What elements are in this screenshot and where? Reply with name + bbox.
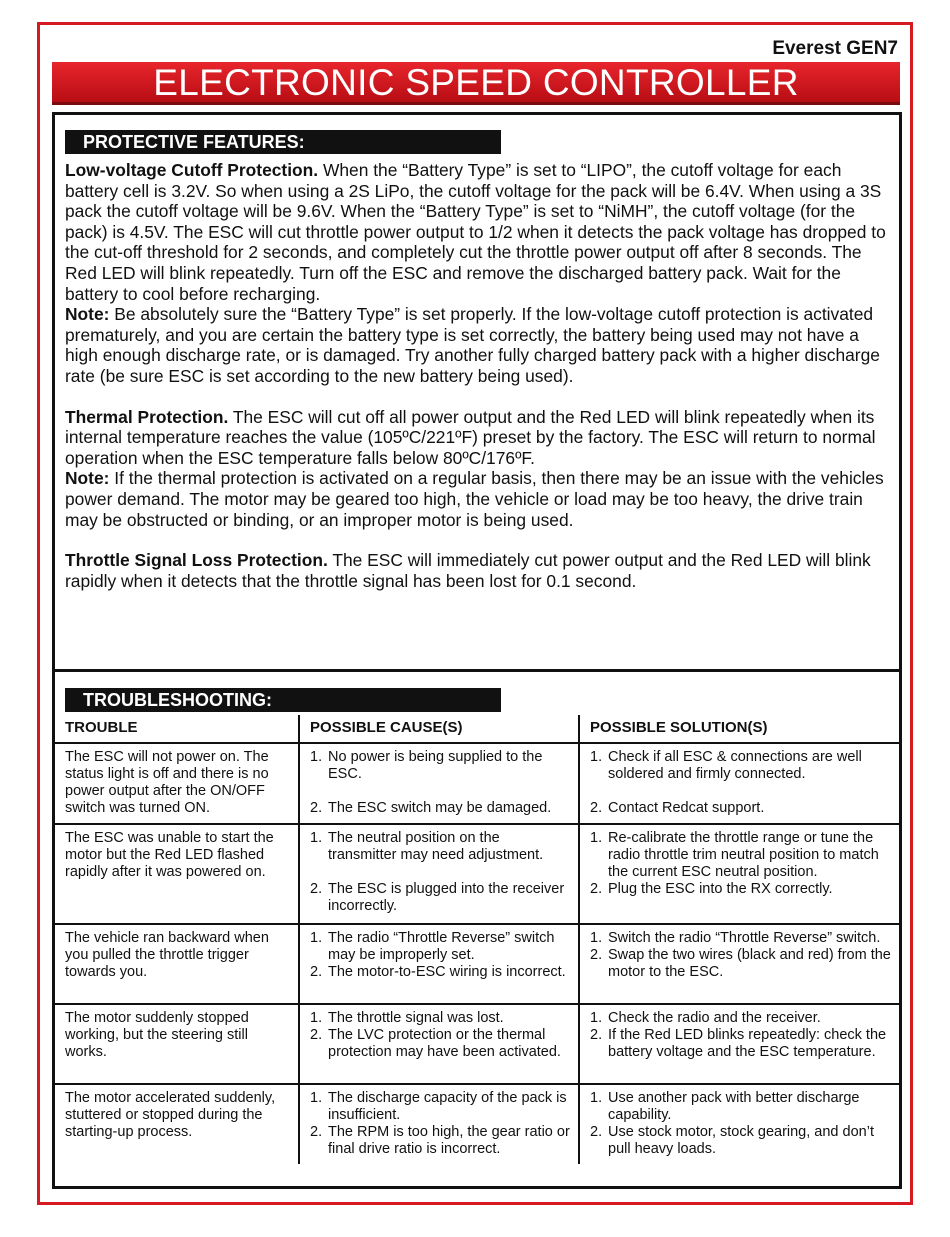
thermal-title: Thermal Protection. (65, 406, 229, 427)
solution-cell (579, 1004, 899, 1084)
cause-cell (299, 1084, 579, 1164)
list-item: 1. Re-calibrate the throttle range or tune the radio throttle trim neutral position to match the current ESC neutral position. (590, 830, 879, 880)
list-item: 2. Use stock motor, stock gearing, and don’t pull heavy loads. (590, 1124, 874, 1157)
lvc-note-text: Be absolutely sure the “Battery Type” is set properly. If the low-voltage cutoff protection is activated prematurely, and you are certain the battery type is set correctly, the battery being used may not have a high enough discharge rate, or is damaged. Try another fully charged battery pack with a higher discharge rate (be sure ESC is set according to the new battery being used). (65, 304, 880, 386)
list-item: 1. The neutral position on the transmitter may need adjustment. (310, 830, 544, 863)
list-item: 2. Contact Redcat support. (590, 800, 765, 816)
solution-cell (579, 924, 899, 1004)
trouble-cell: The motor suddenly stopped working, but the steering still works. (55, 1004, 299, 1084)
protective-text (65, 160, 893, 591)
list-item: 1. The radio “Throttle Reverse” switch may be improperly set. (310, 930, 555, 963)
list-item: 2. Swap the two wires (black and red) from the motor to the ESC. (590, 947, 891, 980)
signal-paragraph (65, 550, 893, 591)
list-item: 2. If the Red LED blinks repeatedly: check the battery voltage and the ESC temperature. (590, 1027, 887, 1060)
list-item: 2. The motor-to-ESC wiring is incorrect. (310, 964, 566, 980)
list-item: 1. No power is being supplied to the ESC. (310, 749, 543, 782)
header-cause: POSSIBLE CAUSE(S) (299, 715, 579, 743)
lvc-note (65, 304, 893, 386)
trouble-cell: The motor accelerated suddenly, stuttered or stopped during the starting-up process. (65, 1090, 276, 1140)
list-item: 2. The ESC switch may be damaged. (310, 800, 552, 816)
section-heading: TROUBLESHOOTING: (65, 688, 501, 712)
cause-cell (299, 743, 579, 824)
list-item: 2. The LVC protection or the thermal protection may have been activated. (310, 1027, 561, 1060)
table-row (55, 924, 899, 1004)
list-item: 1. Check the radio and the receiver. (590, 1010, 821, 1026)
header-trouble: TROUBLE (55, 715, 299, 743)
table-row (55, 1004, 899, 1084)
troubleshooting-table (55, 715, 899, 1164)
thermal-note (65, 468, 893, 530)
list-item: 2. Plug the ESC into the RX correctly. (590, 881, 833, 897)
table-row (55, 1084, 899, 1164)
page-title: ELECTRONIC SPEED CONTROLLER (153, 62, 799, 103)
solution-cell (579, 1084, 899, 1164)
thermal-body: The ESC will cut off all power output and the Red LED will blink repeatedly when its internal temperature reaches the value (105ºC/221ºF) preset by the factory. The ESC will return to normal operation when the ESC temperature falls below 80ºC/176ºF. (65, 406, 876, 468)
cause-cell (299, 924, 579, 1004)
troubleshooting-section (52, 669, 902, 1189)
lvc-title: Low-voltage Cutoff Protection. (65, 160, 319, 180)
list-item: 1. Check if all ESC & connections are well soldered and firmly connected. (590, 749, 862, 782)
table-row (55, 824, 899, 924)
list-item: 1. The throttle signal was lost. (310, 1010, 504, 1026)
list-item: 1. Use another pack with better discharge capability. (590, 1090, 860, 1123)
trouble-cell: The vehicle ran backward when you pulled the throttle trigger towards you. (55, 924, 299, 1004)
list-item: 1. The discharge capacity of the pack is insufficient. (310, 1090, 567, 1123)
lvc-paragraph (65, 160, 893, 304)
section-heading: PROTECTIVE FEATURES: (65, 130, 501, 154)
table-row (55, 743, 899, 824)
note-label: Note: (65, 468, 110, 489)
title-banner (52, 62, 900, 105)
solution-cell (579, 743, 899, 824)
cause-cell (299, 824, 579, 924)
thermal-paragraph (65, 407, 893, 469)
list-item: 2. The ESC is plugged into the receiver incorrectly. (310, 881, 565, 914)
solution-cell (579, 824, 899, 924)
trouble-cell: The ESC will not power on. The status light is off and there is no power output after the ON/OFF switch was turned ON. (55, 743, 299, 824)
note-label: Note: (65, 304, 110, 325)
model-name: Everest GEN7 (772, 38, 898, 59)
cause-cell (299, 1004, 579, 1084)
thermal-note-text: If the thermal protection is activated on a regular basis, then there may be an issue with the vehicles power demand. The motor may be geared too high, the vehicle or load may be too heavy, the drive train may be obstructed or binding, or an improper motor is being used. (65, 468, 884, 530)
signal-title: Throttle Signal Loss Protection. (65, 550, 328, 571)
list-item: 2. The RPM is too high, the gear ratio or final drive ratio is incorrect. (310, 1124, 570, 1157)
lvc-body: When the “Battery Type” is set to “LIPO”, the cutoff voltage for each battery cell is 3.2V. So when using a 2S LiPo, the cutoff voltage for the pack will be 6.4V. When using a 3S pack the cutoff voltage will be 9.6V. When the “Battery Type” is set to “NiMH”, the cutoff voltage (for the pack) is 4.5V. The ESC will cut throttle power output to 1/2 when it detects the pack voltage has dropped to the cut-off threshold for 2 seconds, and completely cut the throttle power output off after 8 seconds. The Red LED will blink repeatedly. Turn off the ESC and remove the discharged battery pack. Wait for the battery to cool before recharging. (65, 160, 886, 304)
signal-body: The ESC will immediately cut power output and the Red LED will blink rapidly when it detects that the throttle signal has been lost for 0.1 second. (65, 550, 871, 591)
list-item: 1. Switch the radio “Throttle Reverse” switch. (590, 930, 881, 946)
trouble-cell: The ESC was unable to start the motor but the Red LED flashed rapidly after it was powered on. (55, 824, 299, 924)
protective-features-section (52, 112, 902, 672)
table-header-row (55, 715, 899, 743)
header-solution: POSSIBLE SOLUTION(S) (579, 715, 899, 743)
